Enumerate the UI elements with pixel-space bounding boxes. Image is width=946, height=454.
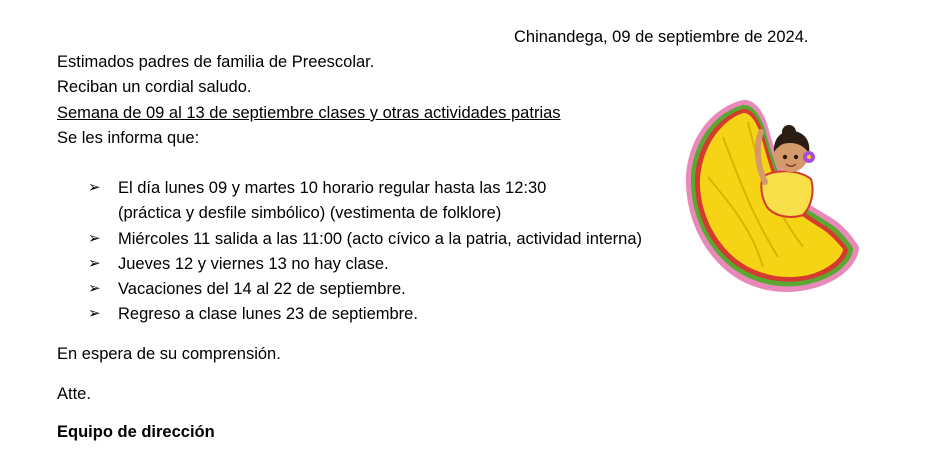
list-item-text: Miércoles 11 salida a las 11:00 (acto cívico a la patria, actividad interna) bbox=[118, 230, 642, 248]
closing-line: En espera de su comprensión. bbox=[57, 345, 281, 363]
folklore-dancer-illustration bbox=[683, 97, 863, 303]
list-item-continuation: (práctica y desfile simbólico) (vestimenta de folklore) bbox=[118, 204, 502, 222]
list-item-text: Vacaciones del 14 al 22 de septiembre. bbox=[118, 280, 406, 298]
list-item-text: Jueves 12 y viernes 13 no hay clase. bbox=[118, 255, 389, 273]
bullet-arrow-icon: ➢ bbox=[88, 255, 101, 272]
subject-line: Semana de 09 al 13 de septiembre clases y otras actividades patrias bbox=[57, 104, 561, 122]
list-item-text: Regreso a clase lunes 23 de septiembre. bbox=[118, 305, 418, 323]
right-eye bbox=[794, 155, 798, 159]
intro-line: Se les informa que: bbox=[57, 129, 200, 147]
bullet-arrow-icon: ➢ bbox=[88, 179, 101, 196]
signature: Equipo de dirección bbox=[57, 423, 215, 441]
greeting: Estimados padres de familia de Preescolar. bbox=[57, 53, 375, 71]
bullet-arrow-icon: ➢ bbox=[88, 230, 101, 247]
flower-center bbox=[807, 155, 811, 159]
list-item-text: El día lunes 09 y martes 10 horario regular hasta las 12:30 bbox=[118, 179, 547, 197]
bullet-arrow-icon: ➢ bbox=[88, 280, 101, 297]
left-eye bbox=[783, 155, 787, 159]
blouse bbox=[761, 171, 812, 217]
salutation: Reciban un cordial saludo. bbox=[57, 78, 252, 96]
hair-bun bbox=[782, 125, 796, 139]
sign-off: Atte. bbox=[57, 385, 91, 403]
bullet-arrow-icon: ➢ bbox=[88, 305, 101, 322]
date-line: Chinandega, 09 de septiembre de 2024. bbox=[514, 28, 809, 46]
